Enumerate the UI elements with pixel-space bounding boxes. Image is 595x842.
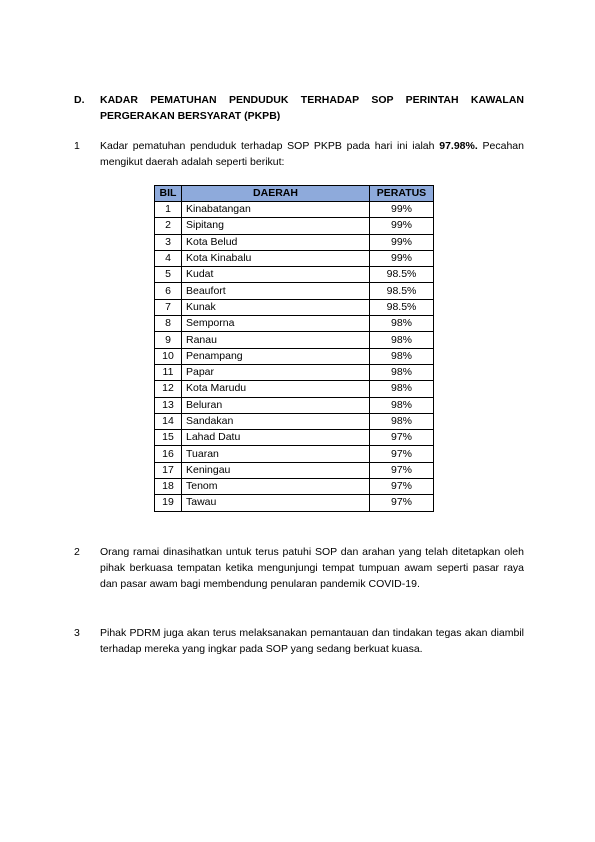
cell-daerah: Sipitang [182,218,370,234]
cell-bil: 17 [155,462,182,478]
cell-peratus: 99% [370,250,434,266]
table-row [155,495,434,511]
cell-daerah: Tenom [182,479,370,495]
table-row [155,267,434,283]
section-title: KADAR PEMATUHAN PENDUDUK TERHADAP SOP PERINTAH KAWALAN PERGERAKAN BERSYARAT (PKPB) [100,94,524,122]
table-row [155,316,434,332]
cell-bil: 2 [155,218,182,234]
cell-bil: 13 [155,397,182,413]
cell-bil: 12 [155,381,182,397]
cell-daerah: Semporna [182,316,370,332]
cell-peratus: 98% [370,364,434,380]
paragraph-number: 3 [74,627,80,639]
cell-bil: 16 [155,446,182,462]
cell-bil: 9 [155,332,182,348]
cell-bil: 4 [155,250,182,266]
cell-daerah: Kota Belud [182,234,370,250]
cell-bil: 1 [155,202,182,218]
cell-bil: 8 [155,316,182,332]
compliance-rate: 97.98%. [439,140,478,152]
cell-peratus: 98% [370,413,434,429]
section-letter: D. [74,94,85,106]
table-row [155,446,434,462]
table-row [155,202,434,218]
cell-daerah: Kota Kinabalu [182,250,370,266]
table-row [155,430,434,446]
paragraph-number: 2 [74,546,80,558]
cell-daerah: Kinabatangan [182,202,370,218]
header-daerah: DAERAH [182,186,370,202]
cell-bil: 18 [155,479,182,495]
cell-daerah: Sandakan [182,413,370,429]
paragraph-text: Orang ramai dinasihatkan untuk terus patuhi SOP dan arahan yang telah ditetapkan oleh pihak berkuasa tempatan ketika mengunjungi tempat tumpuan awam seperti pasar raya dan pasar awam bagi membendung penularan pandemik COVID-19. [100,546,524,590]
cell-daerah: Beluran [182,397,370,413]
cell-bil: 5 [155,267,182,283]
table-row [155,462,434,478]
table-row [155,397,434,413]
cell-daerah: Kota Marudu [182,381,370,397]
cell-peratus: 98% [370,381,434,397]
cell-peratus: 98% [370,348,434,364]
cell-daerah: Penampang [182,348,370,364]
cell-daerah: Beaufort [182,283,370,299]
table-row [155,479,434,495]
district-compliance-table [154,185,434,512]
cell-peratus: 98.5% [370,283,434,299]
cell-bil: 19 [155,495,182,511]
cell-peratus: 98% [370,332,434,348]
cell-bil: 11 [155,364,182,380]
cell-bil: 15 [155,430,182,446]
table-row [155,381,434,397]
paragraph-text: Pihak PDRM juga akan terus melaksanakan pemantauan dan tindakan tegas akan diambil terhadap mereka yang ingkar pada SOP yang sedang berkuat kuasa. [100,627,524,655]
paragraph-number: 1 [74,140,80,152]
cell-peratus: 97% [370,430,434,446]
cell-daerah: Kudat [182,267,370,283]
cell-peratus: 97% [370,462,434,478]
table-row [155,299,434,315]
table-row [155,364,434,380]
cell-bil: 7 [155,299,182,315]
cell-bil: 6 [155,283,182,299]
table-row [155,250,434,266]
header-peratus: PERATUS [370,186,434,202]
cell-peratus: 98% [370,397,434,413]
table-row [155,283,434,299]
cell-daerah: Lahad Datu [182,430,370,446]
cell-peratus: 97% [370,446,434,462]
table-row [155,348,434,364]
cell-peratus: 99% [370,218,434,234]
cell-daerah: Keningau [182,462,370,478]
cell-peratus: 98.5% [370,267,434,283]
cell-peratus: 97% [370,479,434,495]
paragraph-text-start: Kadar pematuhan penduduk terhadap SOP PKPB pada hari ini ialah [100,140,440,152]
table-row [155,234,434,250]
cell-bil: 14 [155,413,182,429]
cell-daerah: Kunak [182,299,370,315]
cell-peratus: 99% [370,202,434,218]
cell-peratus: 99% [370,234,434,250]
cell-peratus: 98.5% [370,299,434,315]
cell-bil: 3 [155,234,182,250]
paragraph-text-end: Pecahan mengikut daerah adalah seperti berikut: [100,140,524,168]
cell-daerah: Tawau [182,495,370,511]
table-row [155,413,434,429]
cell-peratus: 97% [370,495,434,511]
cell-bil: 10 [155,348,182,364]
table-row [155,332,434,348]
cell-peratus: 98% [370,316,434,332]
table-header-row [155,186,434,202]
cell-daerah: Papar [182,364,370,380]
paragraph-text [100,138,524,170]
header-bil: BIL [155,186,182,202]
cell-daerah: Tuaran [182,446,370,462]
cell-daerah: Ranau [182,332,370,348]
table-row [155,218,434,234]
